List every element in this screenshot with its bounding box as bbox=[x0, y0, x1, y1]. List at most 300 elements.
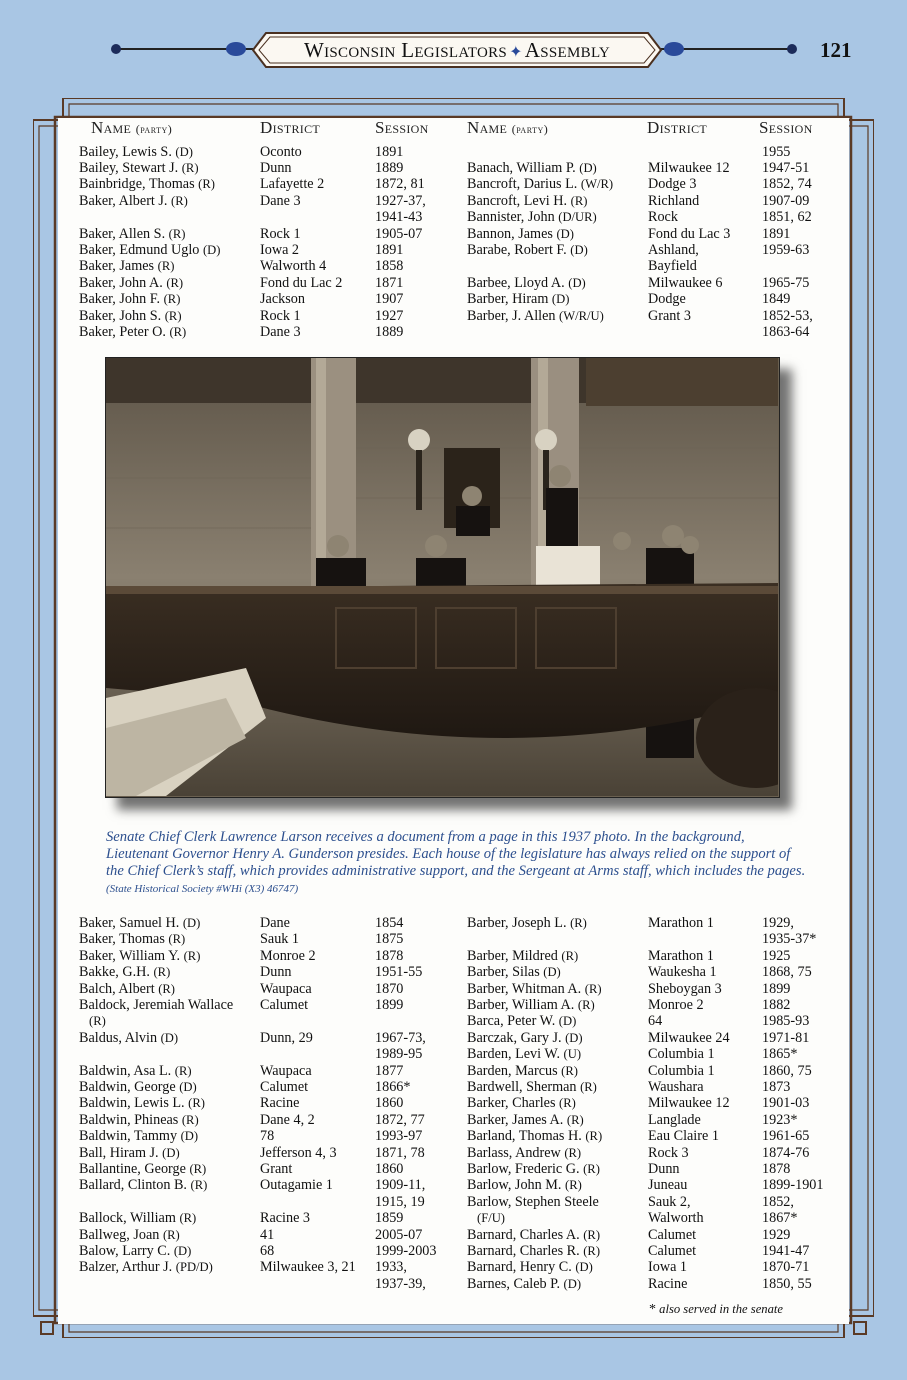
district-cell: Dane 4, 2 bbox=[260, 1111, 315, 1128]
legislator-name bbox=[79, 1177, 207, 1193]
name-text: Barabe, Robert F. bbox=[467, 241, 567, 258]
name-text: Barber, Joseph L. bbox=[467, 915, 567, 931]
district-cell: Lafayette 2 bbox=[260, 176, 325, 193]
header-party-label: (party) bbox=[511, 122, 549, 136]
party-label: (D) bbox=[558, 1014, 577, 1029]
party-label: (R) bbox=[577, 998, 595, 1012]
session-cell: 1999-2003 bbox=[375, 1243, 437, 1259]
district-cell: Jefferson 4, 3 bbox=[260, 1144, 337, 1161]
district-cell: Racine 3 bbox=[260, 1210, 311, 1227]
session-cell: 1860 bbox=[375, 1161, 404, 1177]
session-cell: 1889 bbox=[375, 159, 404, 176]
district-cell: Waupaca bbox=[260, 980, 312, 997]
name-text: Baker, John A. bbox=[79, 274, 163, 291]
party-label: (R) bbox=[181, 1112, 199, 1127]
session-cell: 1871 bbox=[375, 274, 404, 291]
party-label: (D) bbox=[180, 1129, 199, 1144]
title-main: Wisconsin Legislators bbox=[303, 38, 508, 62]
name-text: Banach, William P. bbox=[467, 159, 576, 176]
name-text: Barlow, Stephen Steele bbox=[467, 1193, 599, 1210]
name-text: Bainbridge, Thomas bbox=[79, 176, 195, 193]
session-cell: 1909-11, bbox=[375, 1177, 426, 1194]
district-cell: Milwaukee 24 bbox=[648, 1029, 730, 1046]
party-label: (D) bbox=[160, 1030, 179, 1045]
party-label: (R) bbox=[168, 226, 186, 241]
name-text: Bailey, Lewis S. bbox=[79, 143, 172, 160]
party-label: (R) bbox=[198, 177, 215, 192]
legislator-name bbox=[79, 1145, 180, 1161]
session-cell: 2005-07 bbox=[375, 1226, 423, 1243]
legislator-name bbox=[467, 193, 587, 209]
district-cell: Columbia 1 bbox=[648, 1062, 715, 1079]
session-cell: 1947-51 bbox=[762, 159, 810, 176]
name-text: Barber, J. Allen bbox=[467, 307, 556, 324]
header-name-left bbox=[91, 118, 172, 138]
legislator-name bbox=[79, 1030, 178, 1046]
session-cell: 1852, 74 bbox=[762, 176, 812, 193]
legislator-name bbox=[79, 324, 186, 340]
district-cell: Grant 3 bbox=[648, 307, 691, 324]
session-cell: 1923* bbox=[762, 1111, 798, 1128]
party-label: (D) bbox=[565, 1030, 583, 1045]
session-cell: 1849 bbox=[762, 291, 791, 308]
party-label: (R) bbox=[583, 1227, 601, 1242]
session-cell: 1929 bbox=[762, 1226, 791, 1243]
name-text: Baldwin, Lewis L. bbox=[79, 1095, 185, 1112]
legislator-name bbox=[79, 1079, 197, 1095]
name-text: Barber, Mildred bbox=[467, 947, 558, 964]
name-text: Baker, Edmund Uglo bbox=[79, 241, 200, 258]
header-party-label: (party) bbox=[135, 122, 173, 136]
name-text: Barbee, Lloyd A. bbox=[467, 274, 565, 291]
district-cell: Langlade bbox=[648, 1111, 701, 1128]
legislator-name bbox=[79, 1227, 180, 1243]
header-dot-right bbox=[787, 44, 797, 54]
district-cell: Milwaukee 12 bbox=[648, 1095, 730, 1112]
name-text: Baker, William Y. bbox=[79, 947, 181, 964]
session-cell: 1860, 75 bbox=[762, 1062, 812, 1079]
session-cell: 1907-09 bbox=[762, 192, 810, 209]
session-cell: 1850, 55 bbox=[762, 1275, 812, 1292]
district-cell: Calumet bbox=[648, 1226, 697, 1243]
party-label: (D/UR) bbox=[558, 210, 597, 225]
district-cell: Oconto bbox=[260, 143, 302, 160]
name-text: Barden, Levi W. bbox=[467, 1046, 560, 1063]
party-label: (R) bbox=[585, 1129, 603, 1144]
legislator-name bbox=[79, 176, 215, 192]
party-label: (R) bbox=[153, 965, 171, 980]
legislator-name bbox=[467, 209, 597, 225]
name-text: Barca, Peter W. bbox=[467, 1013, 556, 1030]
party-label: (R) bbox=[183, 948, 201, 963]
legislator-name bbox=[79, 242, 220, 258]
name-text: Baker, Albert J. bbox=[79, 192, 168, 209]
legislator-name bbox=[467, 1194, 599, 1210]
session-cell: 1868, 75 bbox=[762, 964, 812, 981]
legislator-name bbox=[467, 1013, 576, 1029]
party-label: (D) bbox=[556, 226, 574, 241]
party-label: (D) bbox=[202, 242, 221, 257]
page-title bbox=[252, 32, 662, 68]
party-label: (R) bbox=[190, 1178, 208, 1193]
legislator-name bbox=[79, 160, 199, 176]
district-cell: Calumet bbox=[260, 1079, 309, 1095]
session-cell: 1989-95 bbox=[375, 1046, 423, 1063]
name-text: Bannon, James bbox=[467, 225, 553, 242]
legislator-name bbox=[467, 1177, 582, 1193]
header-oval-left bbox=[226, 42, 246, 56]
name-text: Bailey, Stewart J. bbox=[79, 159, 179, 176]
party-label: (R) bbox=[566, 1112, 584, 1127]
party-label: (D) bbox=[570, 242, 588, 257]
party-label: (R) bbox=[168, 932, 186, 947]
legislator-name bbox=[79, 1095, 205, 1111]
name-text: Baker, Allen S. bbox=[79, 225, 166, 242]
session-cell: 1927-37, bbox=[375, 192, 426, 209]
session-cell: 1858 bbox=[375, 258, 404, 275]
footnote-marker: * bbox=[649, 1302, 656, 1317]
name-text: Barnard, Henry C. bbox=[467, 1259, 572, 1276]
legislator-name bbox=[467, 242, 588, 258]
name-text: Baker, Thomas bbox=[79, 931, 165, 948]
party-label: (R) bbox=[564, 1145, 582, 1160]
session-cell: 1899 bbox=[375, 997, 404, 1013]
legislator-name bbox=[79, 226, 185, 242]
title-sub: Assembly bbox=[524, 38, 611, 62]
party-label: (D) bbox=[551, 292, 570, 307]
name-text: Barker, James A. bbox=[467, 1111, 564, 1128]
district-cell: Fond du Lac 3 bbox=[648, 225, 731, 242]
name-text: Barden, Marcus bbox=[467, 1062, 558, 1079]
district-cell: Eau Claire 1 bbox=[648, 1128, 719, 1145]
party-label: (R) bbox=[174, 1063, 192, 1078]
header-district-right: District bbox=[647, 118, 708, 137]
party-label: (R) bbox=[583, 1244, 601, 1258]
party-label: (D) bbox=[179, 1080, 197, 1094]
name-text: Barber, Whitman A. bbox=[467, 980, 582, 997]
session-cell: 1929, bbox=[762, 915, 794, 931]
legislator-name bbox=[79, 948, 200, 964]
session-cell: 1935-37* bbox=[762, 931, 817, 948]
session-cell: 1901-03 bbox=[762, 1095, 810, 1112]
district-cell: Milwaukee 3, 21 bbox=[260, 1259, 356, 1276]
page-number: 121 bbox=[820, 38, 852, 62]
session-cell: 1891 bbox=[375, 143, 404, 160]
district-cell: Calumet bbox=[648, 1243, 697, 1259]
session-cell: 1907 bbox=[375, 291, 404, 308]
session-cell: 1891 bbox=[375, 241, 404, 258]
party-label: (R) bbox=[89, 1014, 106, 1029]
legislator-name bbox=[467, 1243, 600, 1259]
party-label: (R) bbox=[164, 308, 182, 323]
name-text: Baker, John S. bbox=[79, 307, 162, 324]
session-cell: 1872, 81 bbox=[375, 176, 425, 193]
name-text: Barnard, Charles A. bbox=[467, 1226, 580, 1243]
legislator-name bbox=[467, 1259, 593, 1275]
title-banner bbox=[252, 32, 662, 68]
district-cell: Waukesha 1 bbox=[648, 964, 717, 981]
name-text: Balow, Larry C. bbox=[79, 1243, 171, 1259]
district-cell: Racine bbox=[648, 1275, 688, 1292]
session-cell: 1985-93 bbox=[762, 1013, 810, 1030]
party-label: (D) bbox=[543, 965, 561, 980]
legislator-name bbox=[79, 1112, 199, 1128]
session-cell: 1941-43 bbox=[375, 209, 423, 226]
name-text: Baldwin, George bbox=[79, 1079, 176, 1095]
legislator-name bbox=[79, 997, 233, 1013]
session-cell: 1967-73, bbox=[375, 1029, 426, 1046]
session-cell: 1959-63 bbox=[762, 241, 810, 258]
footnote-text: also served in the senate bbox=[659, 1302, 783, 1316]
header-dot-left bbox=[111, 44, 121, 54]
district-cell-cont: Bayfield bbox=[648, 258, 697, 275]
party-label: (R) bbox=[163, 292, 181, 307]
name-text: Baldwin, Asa L. bbox=[79, 1062, 172, 1079]
legislator-name bbox=[467, 1079, 597, 1095]
session-cell: 1899 bbox=[762, 980, 791, 997]
session-cell: 1905-07 bbox=[375, 225, 423, 242]
session-cell: 1865* bbox=[762, 1046, 798, 1063]
session-cell: 1875 bbox=[375, 931, 404, 948]
session-cell: 1854 bbox=[375, 915, 404, 931]
header-session-right: Session bbox=[759, 118, 813, 137]
district-cell: Dodge bbox=[648, 291, 686, 308]
name-text: Bannister, John bbox=[467, 209, 555, 226]
party-label: (R) bbox=[166, 275, 184, 290]
party-label: (W/R) bbox=[580, 177, 614, 192]
name-text: Ball, Hiram J. bbox=[79, 1144, 159, 1161]
district-cell: Calumet bbox=[260, 997, 309, 1013]
district-cell: Dunn bbox=[260, 159, 292, 176]
party-label: (R) bbox=[171, 193, 188, 208]
district-cell: Waushara bbox=[648, 1079, 704, 1095]
session-cell: 1878 bbox=[762, 1161, 791, 1177]
name-text: Baker, Samuel H. bbox=[79, 915, 180, 931]
photo-illustration bbox=[106, 358, 778, 796]
district-cell-cont: Walworth bbox=[648, 1210, 704, 1227]
district-cell: Ashland, bbox=[648, 241, 699, 258]
name-text: Baker, Peter O. bbox=[79, 323, 166, 340]
party-label: (R) bbox=[583, 1162, 600, 1176]
session-cell: 1870-71 bbox=[762, 1259, 810, 1276]
party-label: (D) bbox=[162, 1145, 180, 1160]
district-cell: Iowa 2 bbox=[260, 241, 300, 258]
district-cell: Juneau bbox=[648, 1177, 688, 1194]
district-cell: Rock 1 bbox=[260, 307, 301, 324]
district-cell: Sauk 1 bbox=[260, 931, 300, 948]
district-cell: Dunn, 29 bbox=[260, 1029, 313, 1046]
session-cell: 1899-1901 bbox=[762, 1177, 824, 1194]
session-cell: 1889 bbox=[375, 323, 404, 340]
party-label: (R) bbox=[179, 1211, 197, 1226]
legislator-name bbox=[467, 915, 587, 931]
session-cell: 1878 bbox=[375, 947, 404, 964]
title-star-icon: ✦ bbox=[509, 44, 523, 61]
header-district-left: District bbox=[260, 118, 321, 137]
party-label: (D) bbox=[575, 1260, 593, 1275]
district-cell: Milwaukee 6 bbox=[648, 274, 723, 291]
district-cell: Iowa 1 bbox=[648, 1259, 688, 1276]
legislator-name bbox=[79, 1210, 196, 1226]
session-cell: 1937-39, bbox=[375, 1275, 426, 1292]
party-label: (R) bbox=[561, 1063, 578, 1078]
session-cell: 1866* bbox=[375, 1079, 411, 1095]
legislator-name bbox=[79, 193, 188, 209]
name-text: Baldwin, Phineas bbox=[79, 1111, 179, 1128]
party-label: (R) bbox=[559, 1096, 576, 1111]
caption-credit: (State Historical Society #WHi (X3) 46747) bbox=[106, 883, 299, 895]
district-cell: Racine bbox=[260, 1095, 300, 1112]
session-cell: 1872, 77 bbox=[375, 1111, 425, 1128]
name-text: Ballard, Clinton B. bbox=[79, 1177, 187, 1194]
name-text: Barlow, John M. bbox=[467, 1177, 562, 1194]
name-text: Baker, James bbox=[79, 258, 155, 275]
historical-photo bbox=[105, 357, 780, 798]
name-text: Barlass, Andrew bbox=[467, 1144, 561, 1161]
legislator-name bbox=[467, 226, 574, 242]
party-label: (R) bbox=[580, 1080, 597, 1094]
party-label: (R) bbox=[584, 981, 602, 996]
top-right-lead-session: 1955 bbox=[762, 144, 791, 160]
party-label: (R) bbox=[158, 981, 175, 996]
district-cell: Sauk 2, bbox=[648, 1193, 691, 1210]
party-label: (R) bbox=[162, 1227, 180, 1242]
header-session-left: Session bbox=[375, 118, 429, 137]
district-cell: Marathon 1 bbox=[648, 915, 714, 931]
legislator-name bbox=[467, 275, 586, 291]
district-cell: Milwaukee 12 bbox=[648, 159, 730, 176]
session-cell: 1874-76 bbox=[762, 1144, 810, 1161]
legislator-name bbox=[467, 176, 613, 192]
legislator-name bbox=[79, 1128, 198, 1144]
header-name-right bbox=[467, 118, 548, 138]
name-text: Barlow, Frederic G. bbox=[467, 1161, 580, 1177]
party-label: (R) bbox=[561, 948, 579, 963]
name-text: Barber, William A. bbox=[467, 997, 575, 1013]
district-cell: Dunn bbox=[648, 1161, 680, 1177]
legislator-name bbox=[79, 1259, 213, 1275]
district-cell: Marathon 1 bbox=[648, 947, 714, 964]
party-label: (D) bbox=[563, 1276, 582, 1291]
legislator-name bbox=[467, 1145, 581, 1161]
legislator-name bbox=[79, 981, 175, 997]
party-label: (R) bbox=[157, 259, 175, 274]
legislator-name bbox=[467, 1095, 576, 1111]
name-text: Ballock, William bbox=[79, 1210, 176, 1227]
district-cell: Rock bbox=[648, 209, 678, 226]
caption-text: Senate Chief Clerk Lawrence Larson receives a document from a page in this 1937 photo. In the background, Lieutenant Governor Henry A. Gunderson presides. Each house of the legislature has always relied on the support of the Chief Clerk’s staff, which provides administrative support, and the Sergeant at Arms staff, which includes the pages. bbox=[106, 829, 806, 879]
legislator-name bbox=[467, 308, 604, 324]
session-cell: 1927 bbox=[375, 307, 404, 324]
district-cell: 78 bbox=[260, 1128, 275, 1145]
legislator-name bbox=[467, 1030, 583, 1046]
party-label: (R) bbox=[169, 324, 187, 339]
party-label: (D) bbox=[182, 916, 201, 930]
name-text: Barnard, Charles R. bbox=[467, 1243, 580, 1259]
party-label: (R) bbox=[189, 1162, 207, 1176]
legislator-name bbox=[467, 981, 602, 997]
legislator-name bbox=[467, 1128, 602, 1144]
name-text: Barber, Silas bbox=[467, 964, 540, 981]
session-cell: 1941-47 bbox=[762, 1243, 810, 1259]
legislator-name bbox=[467, 1112, 584, 1128]
header-name-label: Name bbox=[467, 118, 508, 137]
district-cell: Waupaca bbox=[260, 1062, 312, 1079]
legislator-name bbox=[79, 275, 183, 291]
name-text: Barczak, Gary J. bbox=[467, 1029, 562, 1046]
legislator-name bbox=[79, 258, 174, 274]
session-cell: 1951-55 bbox=[375, 964, 423, 981]
district-cell: Sheboygan 3 bbox=[648, 980, 722, 997]
legislator-name bbox=[79, 964, 170, 980]
session-cell: 1961-65 bbox=[762, 1128, 810, 1145]
name-text: Balch, Albert bbox=[79, 980, 155, 997]
name-text: Barland, Thomas H. bbox=[467, 1128, 582, 1145]
name-text: Bardwell, Sherman bbox=[467, 1079, 577, 1095]
district-cell: Outagamie 1 bbox=[260, 1177, 333, 1194]
name-text: Bancroft, Levi H. bbox=[467, 192, 568, 209]
district-cell: Rock 1 bbox=[260, 225, 301, 242]
legislator-name bbox=[467, 1276, 581, 1292]
name-text: Ballantine, George bbox=[79, 1161, 186, 1177]
name-text: Bakke, G.H. bbox=[79, 964, 150, 981]
name-text: Barker, Charles bbox=[467, 1095, 556, 1112]
legislator-name bbox=[79, 915, 200, 931]
name-text: Baldwin, Tammy bbox=[79, 1128, 178, 1145]
legislator-name bbox=[467, 1161, 600, 1177]
district-cell: Monroe 2 bbox=[648, 997, 704, 1013]
session-cell: 1860 bbox=[375, 1095, 404, 1112]
party-label: (D) bbox=[175, 144, 193, 159]
session-cell: 1965-75 bbox=[762, 274, 810, 291]
session-cell: 1925 bbox=[762, 947, 791, 964]
party-label: (R) bbox=[570, 193, 588, 208]
district-cell: 68 bbox=[260, 1243, 275, 1259]
party-label: (D) bbox=[579, 160, 597, 175]
party-label: (R) bbox=[565, 1178, 582, 1193]
legislator-name bbox=[467, 1227, 600, 1243]
session-cell: 1993-97 bbox=[375, 1128, 423, 1145]
legislator-name bbox=[79, 1243, 191, 1259]
district-cell: Dane bbox=[260, 915, 290, 931]
party-label: (U) bbox=[563, 1047, 582, 1062]
name-text: Baldock, Jeremiah Wallace bbox=[79, 997, 234, 1013]
party-label: (R) bbox=[188, 1096, 205, 1111]
party-label: (D) bbox=[173, 1244, 192, 1258]
legislator-name bbox=[79, 1063, 192, 1079]
session-cell: 1871, 78 bbox=[375, 1144, 425, 1161]
party-label: (R) bbox=[181, 160, 199, 175]
legislator-name bbox=[79, 1161, 206, 1177]
page-header bbox=[0, 0, 907, 100]
session-cell: 1859 bbox=[375, 1210, 404, 1227]
district-cell: Jackson bbox=[260, 291, 305, 308]
session-cell: 1851, 62 bbox=[762, 209, 812, 226]
district-cell: Richland bbox=[648, 192, 700, 209]
district-cell: Grant bbox=[260, 1161, 293, 1177]
district-cell: Dunn bbox=[260, 964, 292, 981]
name-text: Baker, John F. bbox=[79, 291, 161, 308]
district-cell: Rock 3 bbox=[648, 1144, 689, 1161]
name-text: Bancroft, Darius L. bbox=[467, 176, 578, 193]
legislator-name bbox=[79, 308, 182, 324]
session-cell: 1915, 19 bbox=[375, 1193, 425, 1210]
district-cell: Walworth 4 bbox=[260, 258, 327, 275]
party-label: (W/R/U) bbox=[559, 308, 604, 323]
name-text: Barnes, Caleb P. bbox=[467, 1275, 560, 1292]
district-cell: Dodge 3 bbox=[648, 176, 697, 193]
session-cell: 1852-53, bbox=[762, 307, 813, 324]
